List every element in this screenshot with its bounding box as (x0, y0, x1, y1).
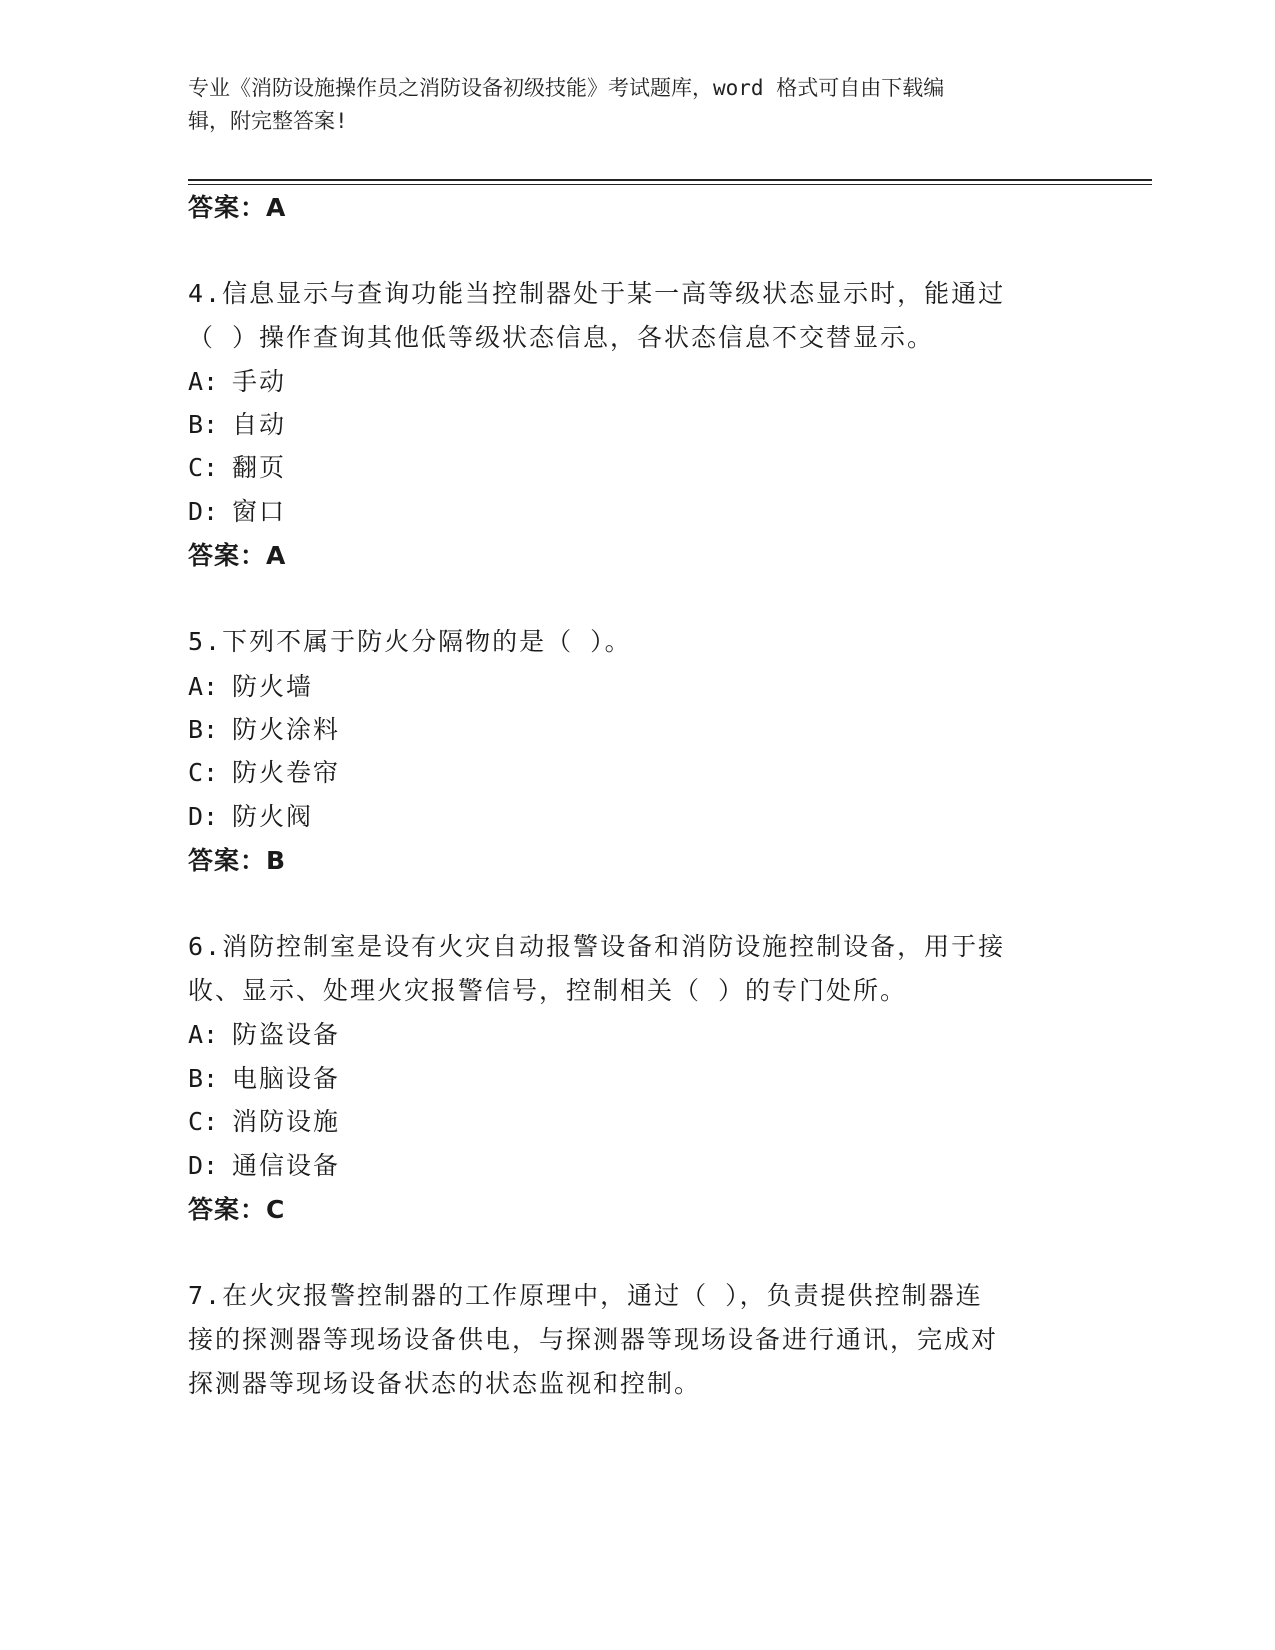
option-letter: D: (188, 1151, 219, 1180)
q4-option-b (188, 405, 286, 441)
option-letter: D: (188, 497, 219, 526)
option-text: 消防设施 (232, 1107, 341, 1136)
option-text: 手动 (232, 367, 287, 396)
q5-answer: 答案：B (188, 846, 287, 875)
option-letter: B: (188, 410, 219, 439)
header-divider-thin (188, 184, 1152, 185)
option-text: 防火涂料 (232, 715, 341, 744)
option-text: 防火卷帘 (232, 758, 341, 787)
option-letter: B: (188, 715, 219, 744)
page-header (188, 72, 1068, 138)
q6-option-d (188, 1146, 340, 1182)
option-letter: A: (188, 1020, 219, 1049)
option-letter: C: (188, 1107, 219, 1136)
q4-stem-line-2: （ ）操作查询其他低等级状态信息，各状态信息不交替显示。 (188, 323, 935, 352)
q7-stem-line-3: 探测器等现场设备状态的状态监视和控制。 (188, 1369, 702, 1398)
option-letter: A: (188, 367, 219, 396)
q5-option-a (188, 667, 313, 703)
option-letter: C: (188, 758, 219, 787)
q4-option-d (188, 492, 286, 528)
q7-stem-line-1: 7.在火灾报警控制器的工作原理中，通过（ ），负责提供控制器连 (188, 1281, 983, 1310)
q6-option-c (188, 1102, 340, 1138)
option-letter: A: (188, 672, 219, 701)
answer-prev: 答案：A (188, 193, 287, 222)
option-text: 防盗设备 (232, 1020, 341, 1049)
q4-answer: 答案：A (188, 541, 287, 570)
q6-stem-line-1: 6.消防控制室是设有火灾自动报警设备和消防设施控制设备，用于接 (188, 932, 1006, 961)
header-line-1: 专业《消防设施操作员之消防设备初级技能》考试题库，word 格式可自由下载编 (188, 76, 945, 100)
option-text: 防火墙 (232, 672, 314, 701)
q5-option-c (188, 753, 340, 789)
option-letter: D: (188, 802, 219, 831)
q7-stem-line-2: 接的探测器等现场设备供电，与探测器等现场设备进行通讯，完成对 (188, 1325, 999, 1354)
option-text: 窗口 (232, 497, 287, 526)
header-line-2: 辑，附完整答案! (188, 109, 348, 133)
q6-option-b (188, 1059, 340, 1095)
option-letter: C: (188, 453, 219, 482)
q6-option-a (188, 1015, 340, 1051)
q5-option-b (188, 710, 340, 746)
q5-stem-line-1: 5.下列不属于防火分隔物的是（ ）。 (188, 627, 632, 656)
q4-option-a (188, 362, 286, 398)
option-text: 翻页 (232, 453, 287, 482)
q5-option-d (188, 797, 313, 833)
q6-answer: 答案：C (188, 1195, 286, 1224)
q6-stem-line-2: 收、显示、处理火灾报警信号，控制相关（ ）的专门处所。 (188, 976, 908, 1005)
q4-option-c (188, 448, 286, 484)
header-divider-thick (188, 179, 1152, 181)
option-text: 自动 (232, 410, 287, 439)
option-text: 电脑设备 (232, 1064, 341, 1093)
option-text: 防火阀 (232, 802, 314, 831)
option-text: 通信设备 (232, 1151, 341, 1180)
option-letter: B: (188, 1064, 219, 1093)
q4-stem-line-1: 4.信息显示与查询功能当控制器处于某一高等级状态显示时，能通过 (188, 279, 1006, 308)
